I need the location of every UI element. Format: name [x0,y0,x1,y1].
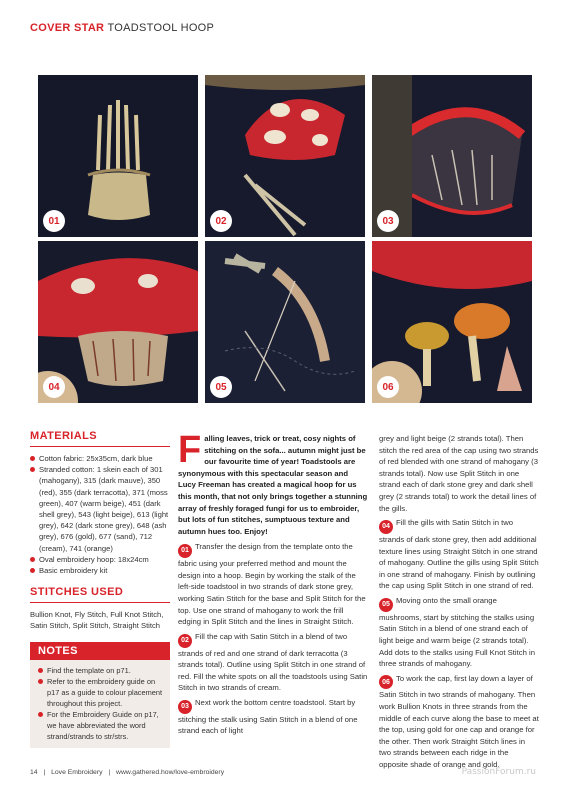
notes-item: For the Embroidery Guide on p17, we have abbreviated the word strand/strands to str/strs. [38,709,164,742]
step-badge: 05 [210,376,232,398]
materials-item: Cotton fabric: 25x35cm, dark blue [30,453,170,464]
drop-cap: F [178,429,202,471]
step-badge: 01 [43,210,65,232]
step-03 [178,697,368,737]
step-badge: 04 [43,376,65,398]
photo-grid [38,75,532,403]
website-url: www.gathered.how/love-embroidery [116,769,225,776]
step-03-continued: grey and light beige (2 strands total). Then stitch the red area of the cap using two strands of red blended with one strand of mahogany (3 strands total). Now use Split Stitch in one strand each of dark stone grey and dark shell grey (2 strands total) to work the detail lines of the gills. [379,434,539,513]
instructions-column-1 [178,429,368,740]
watermark: PassionForum.ru [461,767,536,777]
page-header [30,22,214,34]
magazine-name: Love Embroidery [51,769,103,776]
materials-list [30,453,170,576]
step-05 [379,595,539,670]
step-06 [379,673,539,771]
notes-item: Refer to the embroidery guide on p17 as a guide to colour placement throughout this project. [38,676,164,709]
step-text: Next work the bottom centre toadstool. Start by stitching the stalk using Satin Stitch in a blend of one strand each of light [178,697,358,736]
article-title: TOADSTOOL HOOP [107,22,215,34]
section-label: COVER STAR [30,22,105,34]
step-04 [379,517,539,592]
materials-item: Stranded cotton: 1 skein each of 301 (mahogany), 315 (dark mauve), 350 (red), 355 (dark terracotta), 371 (moss green), 407 (warm beige), 451 (dark shell grey), 543 (light beige), 613 (light grey), 642 (dark stone grey), 648 (ash grey), 676 (gold), 677 (sand), 712 (cream), 741 (orange) [30,464,170,554]
page-footer: 14 | Love Embroidery | www.gathered.how/love-embroidery [30,769,225,776]
step-photo-04 [38,241,198,403]
page-number: 14 [30,769,38,776]
step-number: 05 [379,598,393,612]
stitches-heading: STITCHES USED [30,586,170,603]
intro-text: alling leaves, trick or treat, cosy nights of stitching on the sofa... autumn might just be our favourite time of year! Toadstools are synonymous with this spectacular season and Lucy Freeman has created a magical hoop for us this month, that not only brings together a stunning array of freshly foraged fungi for us to embroider, but lots of fun stitches, sumptuous texture and autumn hues too. Enjoy! [178,434,368,536]
step-text: To work the cap, first lay down a layer of Satin Stitch in two strands of mahogany. Then work Bullion Knots in three strands from the middle of each curve along the base to meet at the top, using gold for one cap and orange for the other. Then work Straight Stitch lines in two strands between each ridge in the opposite shade of orange and gold. [379,673,539,770]
instructions-column-2 [379,433,539,774]
step-number: 03 [178,700,192,714]
step-badge: 03 [377,210,399,232]
step-photo-02 [205,75,365,237]
step-badge: 02 [210,210,232,232]
notes-list [30,660,170,742]
step-badge: 06 [377,376,399,398]
step-02 [178,631,368,694]
step-number: 02 [178,634,192,648]
intro-paragraph [178,429,368,537]
stitches-text: Bullion Knot, Fly Stitch, Full Knot Stitch, Satin Stitch, Split Stitch, Straight Stitch [30,610,164,631]
step-text: Fill the gills with Satin Stitch in two strands of dark stone grey, then add additional texture lines using Straight Stitch in one strand of mahogany. Outline the gills using Split Stitch in one strand of mahogany. Finish by outlining the cap using Split Stitch in one strand of red. [379,518,539,591]
step-01 [178,541,368,627]
step-text: Moving onto the small orange mushrooms, start by stitching the stalks using Satin Stitch in a blend of one strand each of light beige and warm beige (2 strands total). Add dots to the stalks using Full Knot Stitch in three strands of mahogany. [379,595,535,669]
materials-heading: MATERIALS [30,430,170,447]
step-photo-03 [372,75,532,237]
step-text: Fill the cap with Satin Stitch in a blend of two strands of red and one strand of dark terracotta (3 strands total). Outline using Split Stitch in one strand of red. Fill the white spots on all the toadstools using Satin Stitch in two strands of cream. [178,631,368,693]
sidebar-column [30,430,170,748]
step-number: 01 [178,544,192,558]
notes-heading: NOTES [30,642,170,660]
step-photo-06 [372,241,532,403]
materials-item: Basic embroidery kit [30,565,170,576]
step-photo-01 [38,75,198,237]
step-text: Transfer the design from the template onto the fabric using your preferred method and mount the design into a hoop. Begin by working the stalk of the left-side toadstool in two strands of dark stone grey, working Satin Stitch for the base and Split Stitch for the top. Use one strand of mahogany to work the frill edging in Split Stitch and the lines in Straight Stitch. [178,542,366,627]
step-photo-05 [205,241,365,403]
step-number: 06 [379,675,393,689]
notes-box [30,642,170,748]
materials-item: Oval embroidery hoop: 18x24cm [30,554,170,565]
step-number: 04 [379,520,393,534]
notes-item: Find the template on p71. [38,665,164,676]
